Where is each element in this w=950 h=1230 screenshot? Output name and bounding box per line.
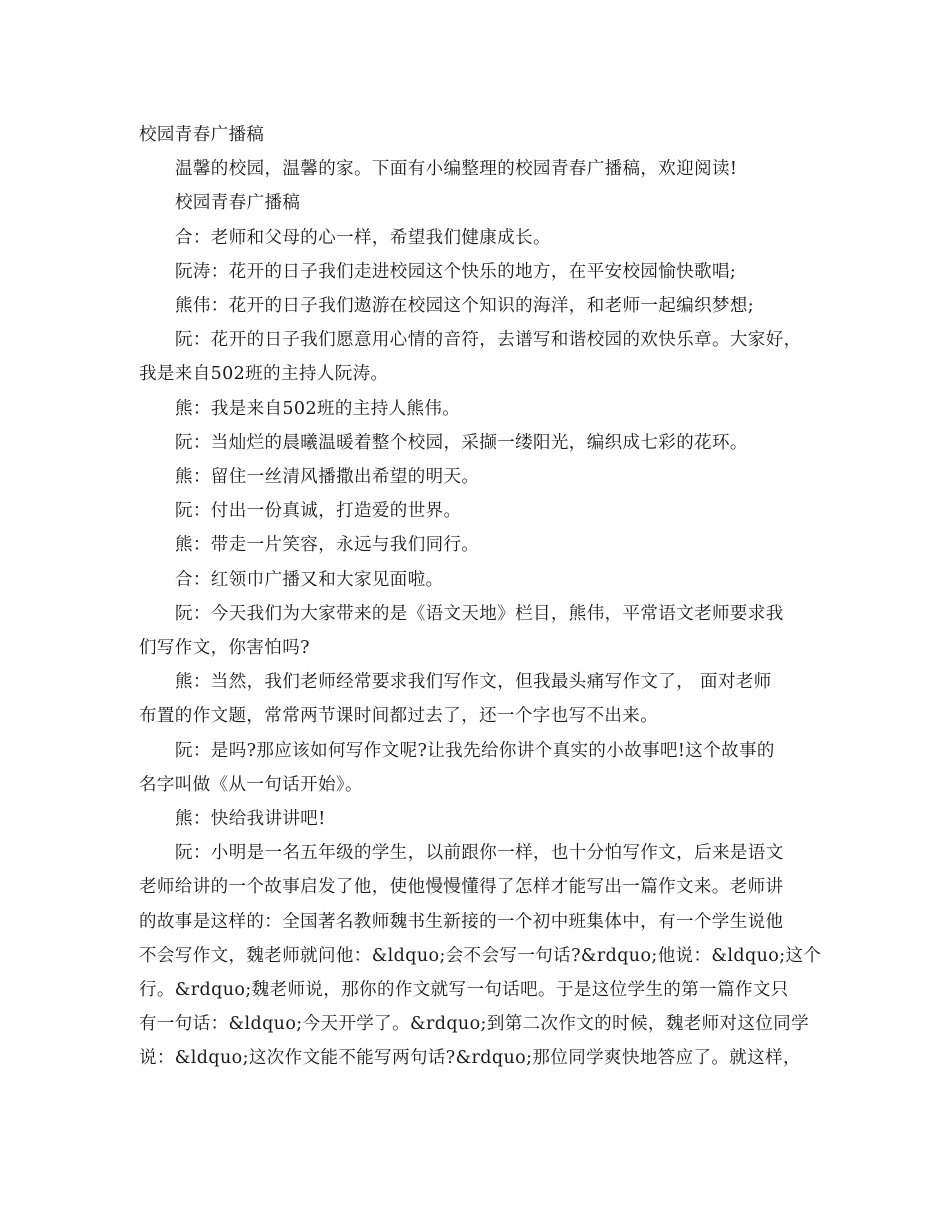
paragraph xyxy=(139,563,819,597)
paragraph xyxy=(139,734,819,802)
paragraph xyxy=(139,460,819,494)
paragraph-line: 我是来自502班的主持人阮涛。 xyxy=(139,364,389,385)
paragraph-line: 温馨的校园，温馨的家。下面有小编整理的校园青春广播稿，欢迎阅读! xyxy=(175,159,738,180)
paragraph-line: 布置的作文题，常常两节课时间都过去了，还一个字也写不出来。 xyxy=(139,706,659,727)
paragraph-line: 阮涛：花开的日子我们走进校园这个快乐的地方，在平安校园愉快歌唱; xyxy=(175,261,737,282)
paragraph xyxy=(139,494,819,528)
paragraph-line: 们写作文，你害怕吗? xyxy=(139,638,310,659)
paragraph xyxy=(139,186,819,220)
paragraph-line: 行。&rdquo;魏老师说，那你的作文就写一句话吧。于是这位学生的第一篇作文只 xyxy=(139,980,789,1001)
paragraph-line: 合：红领巾广播又和大家见面啦。 xyxy=(175,569,444,590)
paragraph-line: 阮：今天我们为大家带来的是《语文天地》栏目，熊伟，平常语文老师要求我 xyxy=(175,603,784,624)
paragraph-line: 合：老师和父母的心一样，希望我们健康成长。 xyxy=(175,227,551,248)
paragraph-line: 阮：付出一份真诚，打造爱的世界。 xyxy=(175,501,462,522)
paragraph-line: 不会写作文，魏老师就问他：&ldquo;会不会写一句话?&rdquo;他说：&ldquo;这个 xyxy=(139,945,822,966)
paragraph-line: 校园青春广播稿 xyxy=(175,193,301,214)
paragraph-line: 说：&ldquo;这次作文能不能写两句话?&rdquo;那位同学爽快地答应了。就这样， xyxy=(139,1048,801,1069)
paragraph-line: 阮：当灿烂的晨曦温暖着整个校园，采撷一缕阳光，编织成七彩的花环。 xyxy=(175,432,748,453)
paragraph xyxy=(139,802,819,836)
paragraph-line: 老师给讲的一个故事启发了他，使他慢慢懂得了怎样才能写出一篇作文来。老师讲 xyxy=(139,877,784,898)
paragraph-line: 熊伟：花开的日子我们遨游在校园这个知识的海洋，和老师一起编织梦想; xyxy=(175,296,755,317)
paragraph xyxy=(139,323,819,391)
paragraph xyxy=(139,289,819,323)
paragraph xyxy=(139,392,819,426)
paragraph xyxy=(139,426,819,460)
paragraph-line: 名字叫做《从一句话开始》。 xyxy=(139,774,363,795)
paragraph xyxy=(139,836,822,1075)
paragraph-line: 的故事是这样的：全国著名教师魏书生新接的一个初中班集体中，有一个学生说他 xyxy=(139,911,784,932)
paragraph xyxy=(139,597,819,665)
paragraph xyxy=(139,221,819,255)
paragraph-line: 阮：花开的日子我们愿意用心情的音符，去谱写和谐校园的欢快乐章。大家好， xyxy=(175,330,802,351)
paragraph-line: 阮：小明是一名五年级的学生，以前跟你一样，也十分怕写作文，后来是语文 xyxy=(175,843,784,864)
paragraph xyxy=(139,528,819,562)
paragraph-line: 阮：是吗?那应该如何写作文呢?让我先给你讲个真实的小故事吧!这个故事的 xyxy=(175,740,775,761)
paragraph xyxy=(139,255,819,289)
paragraph-line: 熊：带走一片笑容，永远与我们同行。 xyxy=(175,535,480,556)
paragraph-line: 熊：当然，我们老师经常要求我们写作文，但我最头痛写作文了， 面对老师 xyxy=(175,672,772,693)
paragraph-line: 熊：留住一丝清风播撒出希望的明天。 xyxy=(175,467,480,488)
paragraph-line: 有一句话：&ldquo;今天开学了。&rdquo;到第二次作文的时候，魏老师对这位同学 xyxy=(139,1014,810,1035)
paragraph xyxy=(139,152,819,186)
paragraph-line: 熊：快给我讲讲吧! xyxy=(175,809,326,830)
paragraph xyxy=(139,665,819,733)
document-title: 校园青春广播稿 xyxy=(139,125,265,145)
paragraph-line: 熊：我是来自502班的主持人熊伟。 xyxy=(175,398,461,419)
document-body xyxy=(139,118,822,1076)
